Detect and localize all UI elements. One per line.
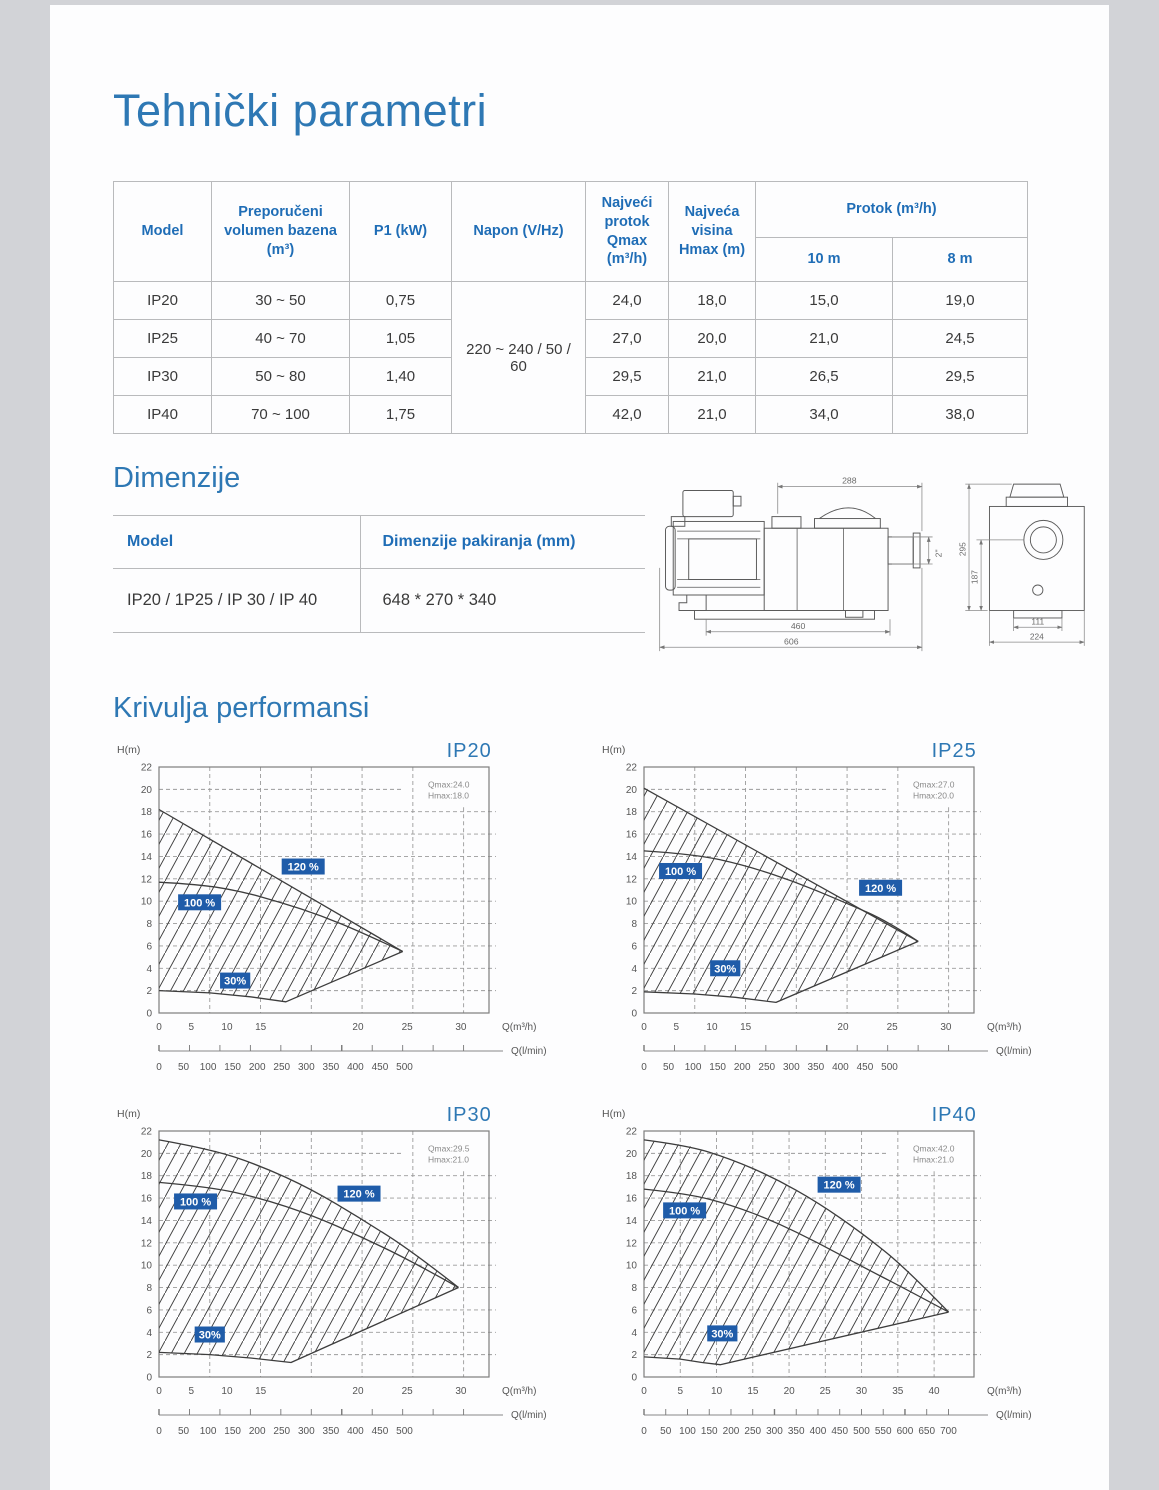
speed-label-100% (174, 1193, 217, 1209)
svg-text:30: 30 (855, 1386, 868, 1397)
svg-text:250: 250 (758, 1062, 776, 1073)
svg-text:20: 20 (783, 1386, 795, 1397)
col-header-protok-10m: 10 m (756, 238, 893, 282)
col-header-qmax: Najveći protok Qmax (m³/h) (586, 182, 669, 282)
svg-text:4: 4 (631, 963, 637, 975)
svg-text:20: 20 (352, 1022, 364, 1033)
cell-protok-10m: 21,0 (756, 320, 893, 358)
col-header-voltage: Napon (V/Hz) (452, 182, 586, 282)
technical-drawings (650, 472, 1114, 658)
x-axis-title: Q(m³/h) (987, 1386, 1022, 1397)
dimension-label-295: 295 (957, 542, 968, 557)
svg-text:100 %: 100 % (669, 1205, 701, 1218)
svg-text:2: 2 (631, 1350, 637, 1362)
svg-text:10: 10 (140, 1260, 152, 1272)
svg-text:15: 15 (255, 1022, 267, 1033)
svg-text:50: 50 (660, 1426, 672, 1437)
svg-text:6: 6 (146, 1305, 152, 1317)
y-axis-tick-labels (626, 763, 638, 1020)
svg-text:16: 16 (140, 1193, 152, 1205)
lmin-ruler (644, 1045, 988, 1051)
svg-text:450: 450 (831, 1426, 849, 1437)
svg-text:30%: 30% (711, 1328, 734, 1341)
svg-text:30%: 30% (198, 1329, 221, 1342)
svg-text:14: 14 (140, 851, 152, 863)
cell-hmax: 21,0 (669, 358, 756, 396)
svg-text:Hmax:21.0: Hmax:21.0 (427, 1154, 470, 1165)
cell-volume: 50 ~ 80 (212, 358, 350, 396)
svg-text:300: 300 (766, 1426, 783, 1437)
svg-text:Qmax:42.0: Qmax:42.0 (912, 1143, 955, 1154)
chart-svg-IP40 (598, 1101, 1046, 1443)
svg-text:550: 550 (874, 1426, 892, 1437)
svg-text:300: 300 (297, 1062, 315, 1073)
speed-label-120% (282, 859, 325, 875)
performance-chart-ip40 (598, 1101, 1046, 1443)
chart-title: IP40 (931, 1104, 977, 1126)
svg-text:300: 300 (782, 1062, 800, 1073)
qmax-hmax-annotation (428, 1144, 470, 1165)
svg-text:25: 25 (886, 1022, 898, 1033)
svg-text:500: 500 (396, 1426, 413, 1437)
performance-envelope (644, 1140, 949, 1365)
dims-header-model: Model (113, 516, 360, 569)
packing-dimensions-table (113, 515, 645, 633)
svg-text:5: 5 (677, 1386, 684, 1397)
performance-chart-ip25 (598, 737, 1046, 1079)
svg-text:10: 10 (221, 1386, 233, 1397)
lmin-tick-labels (641, 1062, 898, 1073)
svg-text:16: 16 (625, 1193, 637, 1205)
performance-charts-grid (113, 737, 1046, 1443)
svg-text:10: 10 (221, 1022, 233, 1033)
svg-text:100 %: 100 % (184, 897, 216, 910)
svg-text:0: 0 (641, 1022, 647, 1033)
cell-qmax: 42,0 (586, 396, 669, 434)
svg-text:0: 0 (631, 1372, 637, 1384)
svg-text:12: 12 (625, 874, 637, 886)
svg-text:500: 500 (853, 1426, 870, 1437)
svg-text:450: 450 (371, 1062, 389, 1073)
lmin-ruler (644, 1409, 988, 1415)
svg-text:0: 0 (156, 1062, 162, 1073)
svg-text:350: 350 (322, 1062, 340, 1073)
svg-text:10: 10 (711, 1386, 723, 1397)
svg-text:120 %: 120 % (287, 861, 319, 874)
cell-p1: 1,75 (350, 396, 452, 434)
col-header-p1: P1 (kW) (350, 182, 452, 282)
svg-text:16: 16 (625, 829, 637, 841)
svg-text:30%: 30% (224, 975, 247, 988)
performance-chart-ip30 (113, 1101, 561, 1443)
svg-text:20: 20 (140, 784, 152, 796)
svg-text:5: 5 (188, 1022, 195, 1033)
cell-model: IP20 (114, 282, 212, 320)
x2-axis-title: Q(l/min) (511, 1046, 547, 1057)
dims-cell-packing: 648 * 270 * 340 (360, 569, 645, 633)
qmax-hmax-annotation (913, 1144, 955, 1165)
svg-text:15: 15 (747, 1386, 759, 1397)
svg-text:6: 6 (631, 941, 637, 953)
svg-text:10: 10 (625, 1260, 637, 1272)
svg-text:12: 12 (625, 1238, 637, 1250)
svg-text:8: 8 (631, 1283, 637, 1295)
cell-volume: 70 ~ 100 (212, 396, 350, 434)
svg-text:5: 5 (188, 1386, 195, 1397)
cell-model: IP25 (114, 320, 212, 358)
svg-text:200: 200 (722, 1426, 740, 1437)
speed-label-30% (710, 960, 740, 976)
svg-text:22: 22 (140, 762, 152, 774)
svg-text:0: 0 (146, 1008, 152, 1020)
svg-text:8: 8 (631, 919, 637, 931)
svg-text:25: 25 (819, 1386, 831, 1397)
col-header-protok-8m: 8 m (893, 238, 1028, 282)
y-axis-title: H(m) (117, 1108, 141, 1120)
dimension-label-224: 224 (1029, 631, 1044, 642)
x-axis-tick-labels (156, 1022, 467, 1033)
svg-text:20: 20 (140, 1148, 152, 1160)
svg-text:10: 10 (706, 1022, 718, 1033)
svg-text:14: 14 (625, 1215, 637, 1227)
svg-text:100: 100 (684, 1062, 702, 1073)
cell-protok-10m: 26,5 (756, 358, 893, 396)
cell-p1: 1,05 (350, 320, 452, 358)
cell-protok-8m: 29,5 (893, 358, 1028, 396)
cell-protok-10m: 15,0 (756, 282, 893, 320)
svg-text:2: 2 (146, 1350, 152, 1362)
svg-text:450: 450 (856, 1062, 874, 1073)
svg-text:15: 15 (740, 1022, 752, 1033)
svg-text:400: 400 (809, 1426, 827, 1437)
dims-header-packing: Dimenzije pakiranja (mm) (360, 516, 645, 569)
col-header-model: Model (114, 182, 212, 282)
lmin-ruler (159, 1409, 503, 1415)
svg-text:350: 350 (322, 1426, 340, 1437)
svg-text:650: 650 (918, 1426, 936, 1437)
svg-text:200: 200 (733, 1062, 751, 1073)
cell-volume: 30 ~ 50 (212, 282, 350, 320)
svg-text:100: 100 (679, 1426, 696, 1437)
svg-text:50: 50 (177, 1426, 190, 1437)
svg-text:200: 200 (248, 1062, 266, 1073)
svg-text:100: 100 (199, 1062, 217, 1073)
cell-model: IP40 (114, 396, 212, 434)
dimensions-heading: Dimenzije (113, 462, 241, 494)
speed-label-30% (195, 1327, 225, 1343)
svg-text:400: 400 (832, 1062, 849, 1073)
svg-text:120 %: 120 % (864, 882, 897, 895)
svg-text:18: 18 (140, 807, 152, 819)
svg-text:250: 250 (273, 1062, 291, 1073)
svg-text:Qmax:27.0: Qmax:27.0 (912, 779, 955, 790)
svg-text:10: 10 (625, 896, 637, 908)
dimensions-section (113, 462, 1047, 670)
svg-text:4: 4 (146, 963, 152, 975)
col-header-hmax: Najveća visina Hmax (m) (669, 182, 756, 282)
svg-text:2: 2 (146, 986, 152, 998)
cell-protok-8m: 19,0 (893, 282, 1028, 320)
qmax-hmax-annotation (428, 780, 470, 801)
svg-text:120 %: 120 % (823, 1179, 855, 1192)
svg-text:120 %: 120 % (343, 1188, 375, 1201)
y-axis-title: H(m) (602, 1108, 626, 1120)
x2-axis-title: Q(l/min) (996, 1410, 1032, 1421)
speed-label-100% (663, 1202, 706, 1218)
pump-front-view-drawing (956, 472, 1114, 658)
svg-text:0: 0 (156, 1022, 162, 1033)
x-axis-title: Q(m³/h) (987, 1022, 1022, 1033)
dimension-label-port: 2" (933, 549, 944, 558)
cell-protok-8m: 38,0 (893, 396, 1028, 434)
svg-text:30%: 30% (714, 963, 737, 976)
svg-text:100: 100 (199, 1426, 217, 1437)
svg-text:50: 50 (177, 1062, 190, 1073)
chart-title: IP20 (446, 740, 492, 762)
svg-text:30: 30 (455, 1386, 467, 1397)
x-axis-title: Q(m³/h) (502, 1386, 537, 1397)
svg-text:4: 4 (631, 1327, 637, 1339)
svg-text:500: 500 (396, 1062, 413, 1073)
col-header-volume: Preporučeni volumen bazena (m³) (212, 182, 350, 282)
svg-text:Hmax:21.0: Hmax:21.0 (912, 1154, 955, 1165)
svg-text:0: 0 (631, 1008, 637, 1020)
svg-text:20: 20 (837, 1022, 849, 1033)
svg-text:14: 14 (140, 1215, 152, 1227)
chart-title: IP25 (931, 740, 977, 762)
chart-svg-IP30 (113, 1101, 561, 1443)
svg-text:0: 0 (641, 1386, 647, 1397)
datasheet-page (50, 5, 1109, 1490)
svg-text:150: 150 (709, 1062, 726, 1073)
svg-text:Qmax:29.5: Qmax:29.5 (427, 1143, 470, 1154)
pump-side-outline (665, 490, 920, 619)
svg-text:10: 10 (140, 896, 152, 908)
lmin-tick-labels (641, 1426, 957, 1437)
svg-text:0: 0 (641, 1062, 647, 1073)
speed-label-100% (659, 863, 702, 879)
svg-text:600: 600 (896, 1426, 914, 1437)
dimension-label-606: 606 (784, 636, 799, 647)
svg-text:500: 500 (881, 1062, 898, 1073)
x-axis-tick-labels (156, 1386, 467, 1397)
svg-text:0: 0 (146, 1372, 152, 1384)
cell-volume: 40 ~ 70 (212, 320, 350, 358)
pump-front-outline (989, 484, 1084, 618)
speed-label-120% (859, 880, 902, 896)
x2-axis-title: Q(l/min) (996, 1046, 1032, 1057)
speed-label-30% (707, 1325, 737, 1341)
svg-text:18: 18 (140, 1171, 152, 1183)
chart-svg-IP20 (113, 737, 561, 1079)
svg-text:8: 8 (146, 1283, 152, 1295)
y-axis-title: H(m) (117, 744, 141, 756)
x-axis-title: Q(m³/h) (502, 1022, 537, 1033)
svg-text:30: 30 (940, 1022, 952, 1033)
y-axis-tick-labels (141, 763, 153, 1020)
x-axis-tick-labels (641, 1386, 940, 1397)
cell-qmax: 29,5 (586, 358, 669, 396)
front-view-dimension-lines (965, 484, 1084, 646)
speed-label-30% (220, 973, 250, 989)
cell-model: IP30 (114, 358, 212, 396)
svg-text:12: 12 (140, 874, 152, 886)
y-axis-title: H(m) (602, 744, 626, 756)
technical-parameters-table (113, 181, 1028, 434)
speed-label-120% (338, 1186, 381, 1202)
pump-side-view-drawing (650, 472, 950, 658)
chart-title: IP30 (446, 1104, 492, 1126)
svg-text:50: 50 (662, 1062, 675, 1073)
svg-text:25: 25 (401, 1022, 413, 1033)
svg-text:6: 6 (146, 941, 152, 953)
y-axis-tick-labels (141, 1127, 153, 1384)
svg-text:100 %: 100 % (664, 865, 697, 878)
svg-text:30: 30 (455, 1022, 467, 1033)
svg-text:250: 250 (744, 1426, 762, 1437)
chart-svg-IP25 (598, 737, 1046, 1079)
lmin-tick-labels (156, 1426, 413, 1437)
svg-text:Hmax:18.0: Hmax:18.0 (427, 790, 470, 801)
cell-protok-8m: 24,5 (893, 320, 1028, 358)
cell-qmax: 27,0 (586, 320, 669, 358)
svg-text:6: 6 (631, 1305, 637, 1317)
svg-text:400: 400 (347, 1426, 364, 1437)
x2-axis-title: Q(l/min) (511, 1410, 547, 1421)
col-header-protok: Protok (m³/h) (756, 182, 1028, 238)
svg-text:22: 22 (140, 1126, 152, 1138)
svg-text:20: 20 (625, 784, 637, 796)
svg-text:700: 700 (940, 1426, 957, 1437)
table-row (114, 282, 1028, 320)
svg-text:150: 150 (224, 1062, 241, 1073)
dimension-label-288: 288 (842, 475, 857, 486)
dimension-label-111: 111 (1031, 616, 1045, 627)
speed-label-120% (818, 1177, 861, 1193)
svg-text:200: 200 (248, 1426, 266, 1437)
svg-text:350: 350 (807, 1062, 825, 1073)
svg-text:300: 300 (297, 1426, 315, 1437)
cell-protok-10m: 34,0 (756, 396, 893, 434)
svg-text:5: 5 (673, 1022, 680, 1033)
cell-p1: 1,40 (350, 358, 452, 396)
svg-text:0: 0 (641, 1426, 647, 1437)
svg-text:18: 18 (625, 807, 637, 819)
svg-text:0: 0 (156, 1426, 162, 1437)
dimension-label-460: 460 (790, 620, 806, 631)
svg-text:450: 450 (371, 1426, 389, 1437)
svg-text:35: 35 (892, 1386, 904, 1397)
cell-hmax: 21,0 (669, 396, 756, 434)
svg-text:8: 8 (146, 919, 152, 931)
cell-voltage: 220 ~ 240 / 50 / 60 (452, 282, 586, 434)
cell-hmax: 18,0 (669, 282, 756, 320)
qmax-hmax-annotation (913, 780, 955, 801)
page-title: Tehnički parametri (113, 85, 488, 136)
svg-text:Hmax:20.0: Hmax:20.0 (912, 790, 955, 801)
dims-cell-model: IP20 / 1P25 / IP 30 / IP 40 (113, 569, 360, 633)
cell-qmax: 24,0 (586, 282, 669, 320)
cell-p1: 0,75 (350, 282, 452, 320)
svg-text:18: 18 (625, 1171, 637, 1183)
x-axis-tick-labels (641, 1022, 952, 1033)
svg-text:0: 0 (156, 1386, 162, 1397)
svg-text:400: 400 (347, 1062, 364, 1073)
svg-text:350: 350 (787, 1426, 805, 1437)
svg-text:20: 20 (625, 1148, 637, 1160)
svg-text:16: 16 (140, 829, 152, 841)
lmin-ruler (159, 1045, 503, 1051)
svg-text:Qmax:24.0: Qmax:24.0 (427, 779, 470, 790)
performance-heading: Krivulja performansi (113, 692, 370, 724)
svg-text:25: 25 (401, 1386, 413, 1397)
svg-text:150: 150 (224, 1426, 241, 1437)
svg-text:100 %: 100 % (179, 1196, 212, 1209)
speed-label-100% (178, 894, 221, 910)
y-axis-tick-labels (626, 1127, 638, 1384)
svg-text:22: 22 (625, 762, 637, 774)
svg-text:2: 2 (631, 986, 637, 998)
svg-text:150: 150 (700, 1426, 718, 1437)
svg-text:40: 40 (928, 1386, 940, 1397)
svg-text:12: 12 (140, 1238, 152, 1250)
svg-text:20: 20 (352, 1386, 364, 1397)
performance-chart-ip20 (113, 737, 561, 1079)
lmin-tick-labels (156, 1062, 413, 1073)
dimension-label-187: 187 (969, 570, 980, 585)
svg-text:4: 4 (146, 1327, 152, 1339)
svg-text:250: 250 (273, 1426, 291, 1437)
cell-hmax: 20,0 (669, 320, 756, 358)
svg-text:15: 15 (255, 1386, 267, 1397)
svg-text:14: 14 (625, 851, 637, 863)
svg-text:22: 22 (625, 1126, 637, 1138)
